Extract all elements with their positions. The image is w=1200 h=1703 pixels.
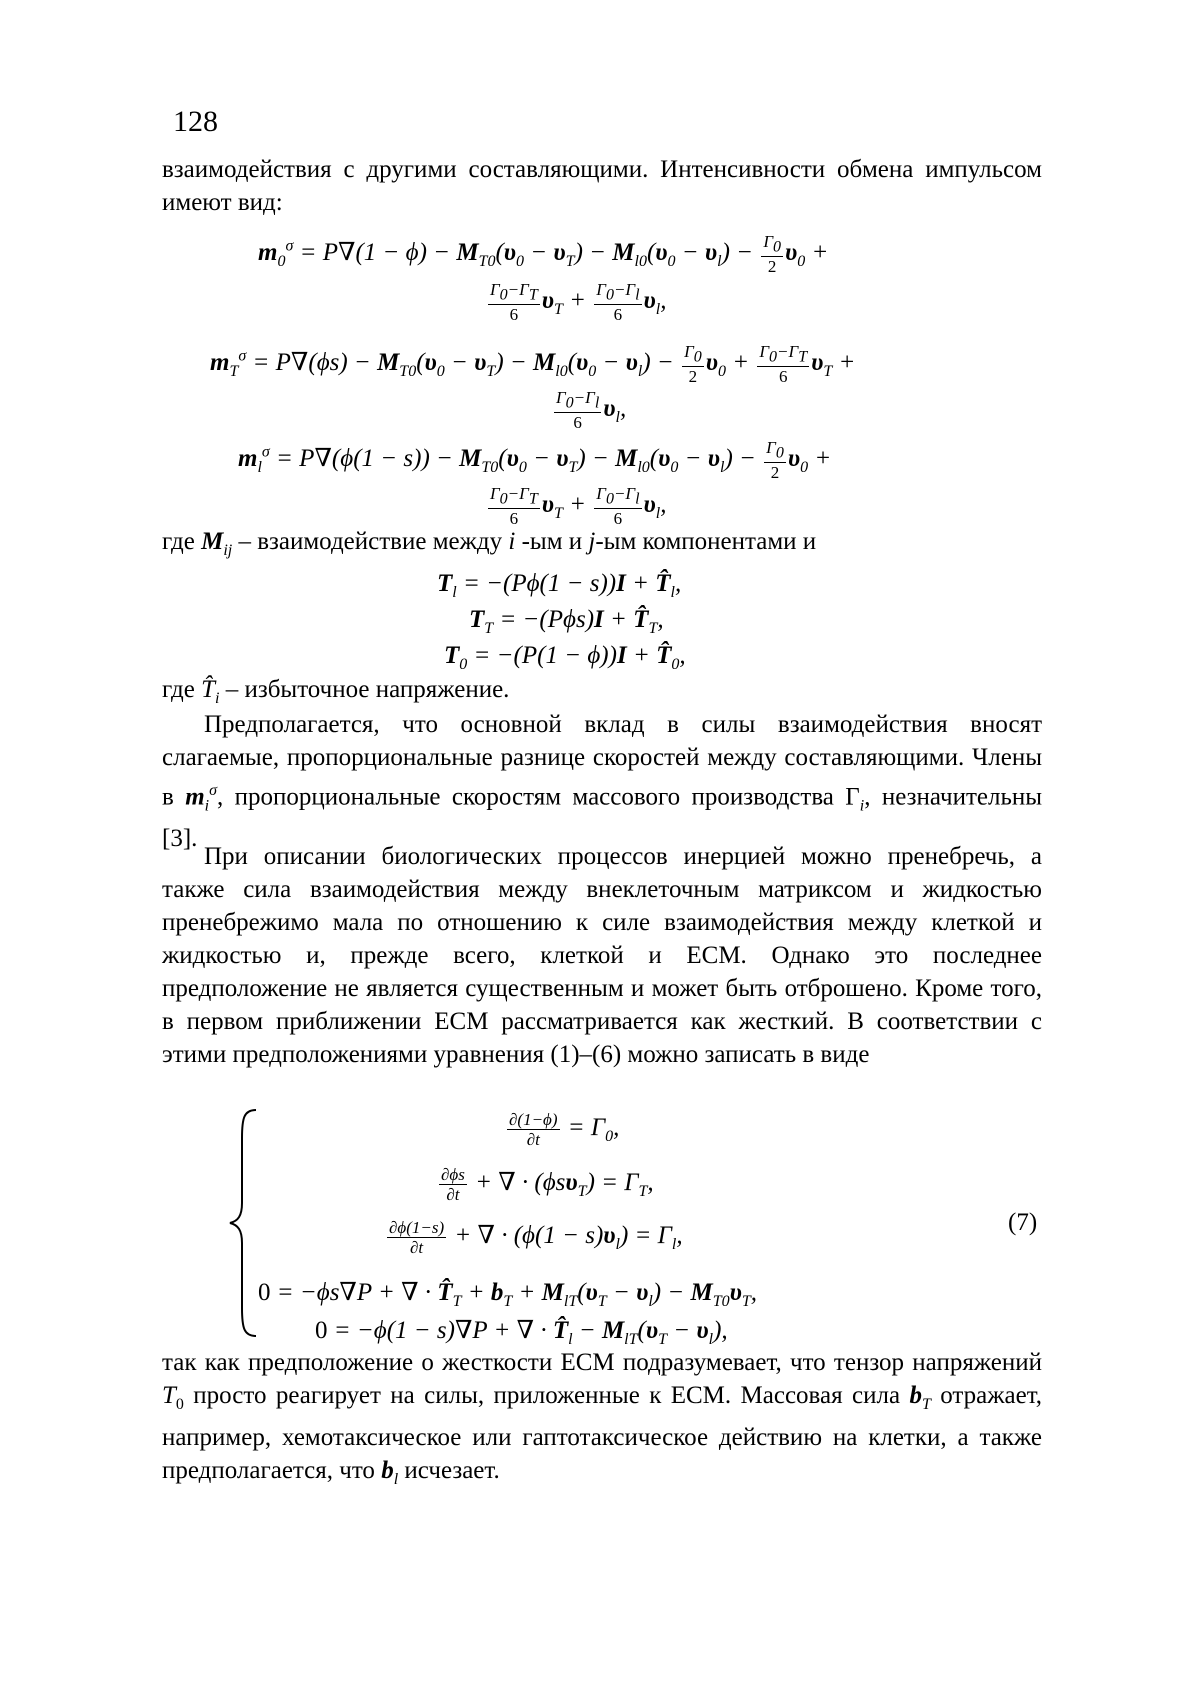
equation-T0: $T_0 = -(P(1 - \phi))I$ + $T̂_0$, — [444, 642, 686, 673]
system-eq-4: 0 = −ϕs∇P + ∇ · $T̂_T + b_T + M_{lT}(\upsilon_T - \upsilon_l) - M_{T0}\upsilon_T$, — [258, 1279, 758, 1310]
equation-mT-line1: $m_T^\sigma = P\nabla(\phi s) - M_{T0}(\upsilon_0 - \upsilon_T) - M_{l0}(\upsilon_0 - \upsilon_l)$ − $\frac{\Gamma_0}{2}$ $\upsilon_0$ + $\frac{\Gamma_0-\Gamma_T}{6}$ $\upsilon_T$ + — [210, 342, 856, 387]
page-number: 128 — [173, 105, 218, 138]
equation-ml-line2: $\frac{\Gamma_0-\Gamma_T}{6}$ $\upsilon_T$ + $\frac{\Gamma_0-\Gamma_l}{6}$ $\upsilon_l$, — [490, 484, 667, 529]
system-eq-5: 0 = −ϕ(1 − s)∇P + ∇ · $T̂_l - M_{lT}(\upsilon_T - \upsilon_l)$, — [315, 1317, 728, 1348]
system-eq-2: $\frac{\partial\phi s}{\partial t}$ + ∇ · $(\phi s\upsilon_T) = \Gamma_T$, — [441, 1165, 654, 1204]
system-brace — [228, 1108, 258, 1338]
equation-ml-line1: $m_l^\sigma = P\nabla(\phi(1 - s)) - M_{T0}(\upsilon_0 - \upsilon_T) - M_{l0}(\upsilon_0 - \upsilon_l)$ − $\frac{\Gamma_0}{2}$ $\upsilon_0$ + — [238, 438, 832, 483]
equation-TT: $T_T = -(P\phi s)I$ + $T̂_T$, — [469, 606, 664, 637]
equation-m0-line2: $\frac{\Gamma_0-\Gamma_T}{6}$ $\upsilon_T$ + $\frac{\Gamma_0-\Gamma_l}{6}$ $\upsilon_l$, — [490, 280, 667, 325]
where-M-line: где $M_{ij}$ – взаимодействие между i -ым и j-ым компонентами и — [162, 528, 817, 559]
paragraph-intro: взаимодействия с другими составляющими. Интенсивности обмена импульсом имеют вид: — [162, 156, 1042, 216]
where-T-line: где $T̂_i$ – избыточное напряжение. — [162, 676, 510, 707]
system-eq-3: $\frac{\partial\phi(1-s)}{\partial t}$ + ∇ · $(\phi(1 - s)\upsilon_l) = \Gamma_l$, — [389, 1218, 683, 1257]
equation-mT-line2: $\frac{\Gamma_0-\Gamma_l}{6}$ $\upsilon_l$, — [556, 388, 627, 433]
equation-number: (7) — [1008, 1209, 1038, 1236]
paragraph-final: так как предположение о жесткости ECM подразумевает, что тензор напряжений $T_0$ просто реагирует на силы, приложенные к ECM. Массовая сила $b_T$ отражает, например, хемотаксическое или гаптотаксическое действию на клетки, а также предполагается, что $b_l$ исчезает. — [162, 1349, 1043, 1488]
paragraph-biological: При описании биологических процессов инерцией можно пренебречь, а также сила взаимодействия между внеклеточным матриксом и жидкостью пренебрежимо мала по отношению к силе взаимодействия между клеткой и жидкостью и, прежде всего, клеткой и ECM. Однако это последнее предположение не является существенным и может быть отброшено. Кроме того, в первом приближении ECM рассматривается как жесткий. В соответствии с этими предположениями уравнения (1)–(6) можно записать в виде — [162, 843, 1042, 1068]
system-eq-1: $\frac{\partial(1-\phi)}{\partial t}$ = $\Gamma_0$, — [509, 1110, 620, 1149]
paragraph-assumption: Предполагается, что основной вклад в силы взаимодействия вносят слагаемые, пропорциональные разнице скоростей между составляющими. Члены в $m_i^\sigma$, пропорциональные скоростям массового производства $\Gamma_i$, незначительны [3]. — [162, 711, 1043, 853]
equation-Tl: $T_l = -(P\phi(1 - s))I$ + $T̂_l$, — [437, 570, 682, 601]
equation-m0-line1: $m_0^\sigma = P\nabla(1 - \phi) - M_{T0}(\upsilon_0 - \upsilon_T) - M_{l0}(\upsilon_0 - \upsilon_l)$ − $\frac{\Gamma_0}{2}$ $\upsilon_0$ + — [258, 232, 829, 277]
